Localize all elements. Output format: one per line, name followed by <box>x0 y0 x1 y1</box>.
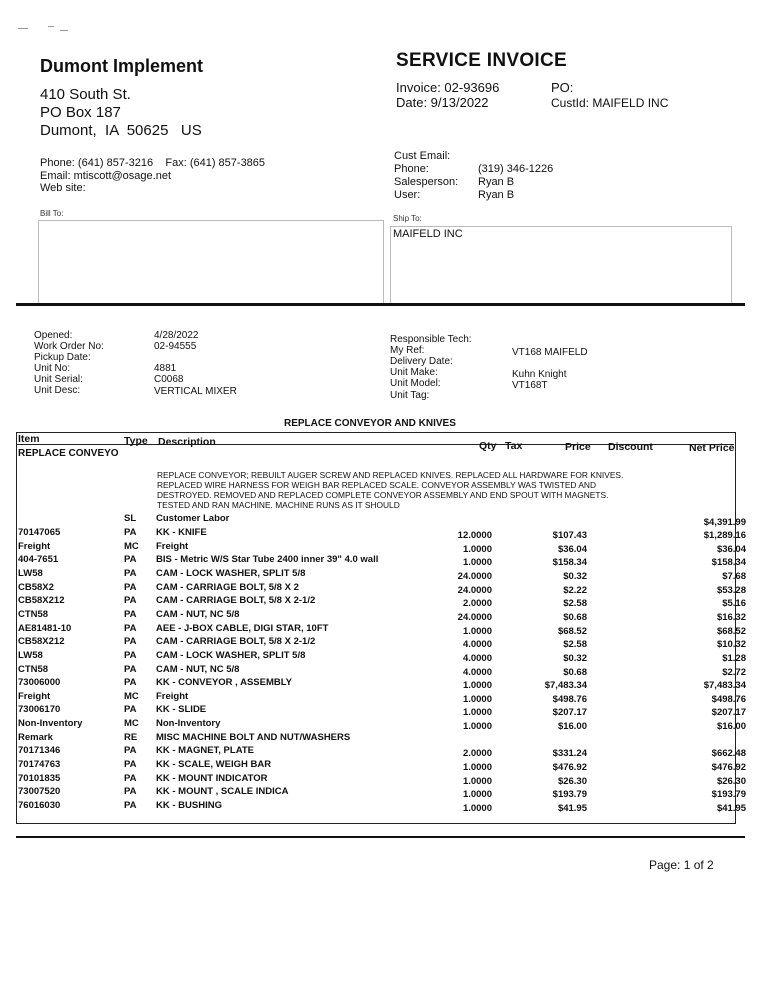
line-description: CAM - LOCK WASHER, SPLIT 5/8 <box>156 567 306 579</box>
delivery-date-label: Delivery Date: <box>390 356 453 367</box>
my-ref-value: VT168 MAIFELD <box>512 347 588 358</box>
table-row <box>16 772 746 787</box>
company-city: Dumont, IA 50625 US <box>40 122 202 139</box>
footer-divider <box>16 836 745 838</box>
line-description: CAM - CARRIAGE BOLT, 5/8 X 2 <box>156 581 299 593</box>
company-email: Email: mtiscott@osage.net <box>40 170 171 182</box>
table-row <box>16 554 746 569</box>
line-qty: 4.0000 <box>462 652 492 664</box>
line-qty: 1.0000 <box>462 721 492 733</box>
line-qty: 1.0000 <box>462 680 492 692</box>
ship-to-label: Ship To: <box>393 214 422 223</box>
line-net-price: $26.30 <box>716 775 746 787</box>
line-item-code: 76016030 <box>18 800 61 811</box>
line-net-price: $498.76 <box>711 693 746 705</box>
line-price: $36.04 <box>557 543 587 555</box>
line-item-code: 404-7651 <box>18 554 59 566</box>
line-net-price: $2.72 <box>722 666 746 678</box>
line-item-code: 73006170 <box>18 704 61 716</box>
work-order-label: Work Order No: <box>34 341 104 352</box>
line-description: MISC MACHINE BOLT AND NUT/WASHERS <box>156 731 351 743</box>
company-phone-fax: Phone: (641) 857-3216 Fax: (641) 857-3865 <box>40 157 266 169</box>
table-row <box>16 704 746 719</box>
line-price: $16.00 <box>557 721 587 733</box>
line-price: $331.24 <box>552 748 587 760</box>
line-item-code: CTN58 <box>18 608 49 620</box>
unit-tag-label: Unit Tag: <box>390 390 430 401</box>
line-description: CAM - NUT, NC 5/8 <box>156 608 240 620</box>
line-item-code: Freight <box>18 690 51 702</box>
unit-serial-label: Unit Serial: <box>34 374 83 385</box>
line-description: KK - BUSHING <box>156 800 222 811</box>
line-net-price: $68.52 <box>716 625 746 637</box>
company-website: Web site: <box>40 182 86 194</box>
line-type: PA <box>124 800 137 811</box>
line-type: PA <box>124 704 137 716</box>
unit-no-label: Unit No: <box>34 363 71 374</box>
notes-line: REPLACE CONVEYOR; REBUILT AUGER SCREW AND REPLACED KNIVES. REPLACED ALL HARDWARE FOR KNIVES. <box>157 470 624 480</box>
line-type: PA <box>124 595 137 607</box>
bill-to-label: Bill To: <box>40 209 64 218</box>
col-tax-header: Tax <box>505 440 523 452</box>
line-type: MC <box>124 540 139 552</box>
line-price: $0.68 <box>563 666 587 678</box>
page-number: Page: 1 of 2 <box>649 858 714 872</box>
salesperson-value: Ryan B <box>478 176 515 188</box>
table-row <box>16 649 746 664</box>
table-row <box>16 527 746 541</box>
line-price: $476.92 <box>552 762 587 774</box>
line-type: RE <box>124 731 138 743</box>
line-qty: 4.0000 <box>462 639 492 651</box>
line-item-code: 70171346 <box>18 745 61 757</box>
unit-no-value: 4881 <box>154 363 177 374</box>
line-qty: 24.0000 <box>457 584 492 596</box>
line-net-price: $662.48 <box>711 748 746 760</box>
customer-id: CustId: MAIFELD INC <box>551 96 669 110</box>
table-row <box>16 690 746 705</box>
col-item-header: Item <box>18 433 40 445</box>
line-type: PA <box>124 649 137 661</box>
unit-desc-value: VERTICAL MIXER <box>154 386 237 397</box>
line-qty: 4.0000 <box>462 666 492 678</box>
table-row <box>16 595 746 610</box>
notes-line: TESTED AND RAN MACHINE. MACHINE RUNS AS IT SHOULD <box>157 500 400 510</box>
line-net-price: $158.34 <box>711 557 746 569</box>
line-item-code: 70101835 <box>18 772 61 784</box>
line-description: KK - SLIDE <box>156 704 207 716</box>
line-price: $498.76 <box>552 693 587 705</box>
line-type: PA <box>124 554 137 566</box>
line-item-code: Freight <box>18 540 51 552</box>
invoice-date: Date: 9/13/2022 <box>396 95 489 110</box>
line-description: Freight <box>156 690 189 702</box>
line-net-price: $7,483.34 <box>703 680 746 692</box>
line-net-price: $1.28 <box>722 652 746 664</box>
ship-to-name: MAIFELD INC <box>393 228 463 240</box>
line-type: PA <box>124 786 137 798</box>
labor-net: $4,391.99 <box>703 517 746 528</box>
notes-line: REPLACED WIRE HARNESS FOR WEIGH BAR REPLACED SCALE. CONVEYOR ASSEMBLY WAS TWISTED AND <box>157 480 597 490</box>
invoice-title: SERVICE INVOICE <box>396 50 567 71</box>
line-price: $2.58 <box>563 639 587 651</box>
line-description: KK - MAGNET, PLATE <box>156 745 254 757</box>
line-net-price: $476.92 <box>711 762 746 774</box>
line-qty: 24.0000 <box>457 570 492 582</box>
line-qty: 2.0000 <box>462 598 492 610</box>
work-order-value: 02-94555 <box>154 341 197 352</box>
unit-serial-value: C0068 <box>154 374 184 385</box>
line-item-code: Remark <box>18 731 53 743</box>
line-qty: 24.0000 <box>457 611 492 623</box>
line-type: PA <box>124 622 137 634</box>
line-net-price: $7.68 <box>722 570 746 582</box>
line-type: PA <box>124 527 137 538</box>
line-description: CAM - CARRIAGE BOLT, 5/8 X 2-1/2 <box>156 636 316 648</box>
line-item-code: CB58X212 <box>18 636 65 648</box>
unit-make-value: Kuhn Knight <box>512 369 567 380</box>
line-description: CAM - CARRIAGE BOLT, 5/8 X 2-1/2 <box>156 595 316 607</box>
line-description: BIS - Metric W/S Star Tube 2400 inner 39" 4.0 wall <box>156 554 379 566</box>
labor-type: SL <box>124 513 137 524</box>
unit-make-label: Unit Make: <box>390 367 438 378</box>
line-qty: 1.0000 <box>462 707 492 719</box>
line-net-price: $16.32 <box>716 611 746 623</box>
unit-desc-label: Unit Desc: <box>34 385 81 396</box>
line-price: $2.58 <box>563 598 587 610</box>
line-type: PA <box>124 663 137 675</box>
line-type: PA <box>124 581 137 593</box>
line-price: $41.95 <box>557 803 587 814</box>
section-divider <box>16 303 745 306</box>
line-type: PA <box>124 759 137 771</box>
line-item-code: CB58X212 <box>18 595 65 607</box>
line-description: CAM - NUT, NC 5/8 <box>156 663 240 675</box>
salesperson-label: Salesperson: <box>394 176 459 188</box>
line-description: Non-Inventory <box>156 718 221 730</box>
job-title: REPLACE CONVEYOR AND KNIVES <box>284 418 456 429</box>
col-net-price-header: Net Price <box>689 442 735 454</box>
table-row <box>16 732 734 745</box>
line-description: KK - CONVEYOR , ASSEMBLY <box>156 677 293 689</box>
table-row <box>16 540 746 555</box>
table-row <box>16 718 746 733</box>
line-description: Freight <box>156 540 189 552</box>
table-row <box>16 800 746 814</box>
line-qty: 1.0000 <box>462 693 492 705</box>
line-net-price: $36.04 <box>716 543 746 555</box>
line-description: CAM - LOCK WASHER, SPLIT 5/8 <box>156 649 306 661</box>
line-net-price: $53.28 <box>716 584 746 596</box>
table-row <box>16 622 746 637</box>
line-price: $207.17 <box>552 707 587 719</box>
line-description: KK - SCALE, WEIGH BAR <box>156 759 272 771</box>
line-net-price: $5.16 <box>722 598 746 610</box>
line-net-price: $193.79 <box>711 789 746 801</box>
phone-label: Phone: <box>394 163 429 175</box>
line-qty: 1.0000 <box>462 775 492 787</box>
bill-to-box <box>38 220 384 304</box>
line-type: MC <box>124 718 139 730</box>
table-row <box>16 745 746 760</box>
line-qty: 1.0000 <box>462 789 492 801</box>
line-net-price: $1,289.16 <box>703 530 746 541</box>
line-qty: 1.0000 <box>462 803 492 814</box>
responsible-tech-label: Responsible Tech: <box>390 334 472 345</box>
line-price: $0.32 <box>563 652 587 664</box>
table-row <box>16 663 746 678</box>
line-description: KK - MOUNT , SCALE INDICA <box>156 786 289 798</box>
line-price: $68.52 <box>557 625 587 637</box>
line-type: PA <box>124 745 137 757</box>
notes-line: DESTROYED. REMOVED AND REPLACED COMPLETE CONVEYOR ASSEMBLY AND END SPOUT WITH MAGNETS. <box>157 490 609 500</box>
line-qty: 1.0000 <box>462 762 492 774</box>
line-type: MC <box>124 690 139 702</box>
col-description-header: Description <box>158 436 216 448</box>
line-qty: 2.0000 <box>462 748 492 760</box>
line-description: KK - MOUNT INDICATOR <box>156 772 268 784</box>
opened-label: Opened: <box>34 330 73 341</box>
line-type: PA <box>124 567 137 579</box>
col-qty-header: Qty <box>479 440 497 452</box>
line-item-code: LW58 <box>18 567 43 579</box>
line-price: $0.68 <box>563 611 587 623</box>
company-street: 410 South St. <box>40 86 131 103</box>
user-value: Ryan B <box>478 189 515 201</box>
col-price-header: Price <box>565 441 591 453</box>
line-price: $0.32 <box>563 570 587 582</box>
line-price: $7,483.34 <box>544 680 587 692</box>
job-code: REPLACE CONVEYO <box>18 448 119 459</box>
line-price: $26.30 <box>557 775 587 787</box>
company-name: Dumont Implement <box>40 56 204 76</box>
line-item-code: AE81481-10 <box>18 622 72 634</box>
table-row <box>16 581 746 596</box>
line-type: PA <box>124 608 137 620</box>
line-item-code: 70174763 <box>18 759 61 771</box>
line-item-code: CTN58 <box>18 663 49 675</box>
user-label: User: <box>394 189 421 201</box>
table-row <box>16 636 746 651</box>
line-qty: 12.0000 <box>457 530 492 541</box>
line-item-code: LW58 <box>18 649 43 661</box>
line-net-price: $16.00 <box>716 721 746 733</box>
table-row <box>16 786 746 801</box>
table-row <box>16 677 746 692</box>
line-type: PA <box>124 772 137 784</box>
line-type: PA <box>124 636 137 648</box>
unit-model-value: VT168T <box>512 380 548 391</box>
col-type-header: Type <box>124 435 148 447</box>
line-price: $2.22 <box>563 584 587 596</box>
line-type: PA <box>124 677 137 689</box>
pickup-date-label: Pickup Date: <box>34 352 91 363</box>
line-price: $107.43 <box>552 530 587 541</box>
table-row <box>16 567 746 582</box>
line-item-code: 73006000 <box>18 677 61 689</box>
line-qty: 1.0000 <box>462 625 492 637</box>
company-pobox: PO Box 187 <box>40 104 121 121</box>
line-net-price: $10.32 <box>716 639 746 651</box>
line-description: AEE - J-BOX CABLE, DIGI STAR, 10FT <box>156 622 329 634</box>
my-ref-label: My Ref: <box>390 345 425 356</box>
line-price: $158.34 <box>552 557 587 569</box>
col-discount-header: Discount <box>608 441 653 453</box>
scan-artifact <box>18 24 78 34</box>
labor-row <box>16 513 746 528</box>
unit-model-label: Unit Model: <box>390 378 441 389</box>
line-net-price: $41.95 <box>716 803 746 814</box>
table-row <box>16 759 746 774</box>
table-row <box>16 608 746 623</box>
opened-value: 4/28/2022 <box>154 330 199 341</box>
line-price: $193.79 <box>552 789 587 801</box>
line-item-code: 73007520 <box>18 786 61 798</box>
line-description: KK - KNIFE <box>156 527 207 538</box>
line-qty: 1.0000 <box>462 543 492 555</box>
invoice-number: Invoice: 02-93696 <box>396 80 500 95</box>
po-number: PO: <box>551 80 574 95</box>
line-item-code: 70147065 <box>18 527 61 538</box>
phone-value: (319) 346-1226 <box>478 163 554 175</box>
labor-description: Customer Labor <box>156 513 230 524</box>
line-item-code: Non-Inventory <box>18 718 83 730</box>
line-item-code: CB58X2 <box>18 581 54 593</box>
line-net-price: $207.17 <box>711 707 746 719</box>
line-qty: 1.0000 <box>462 557 492 569</box>
cust-email-label: Cust Email: <box>394 150 451 162</box>
